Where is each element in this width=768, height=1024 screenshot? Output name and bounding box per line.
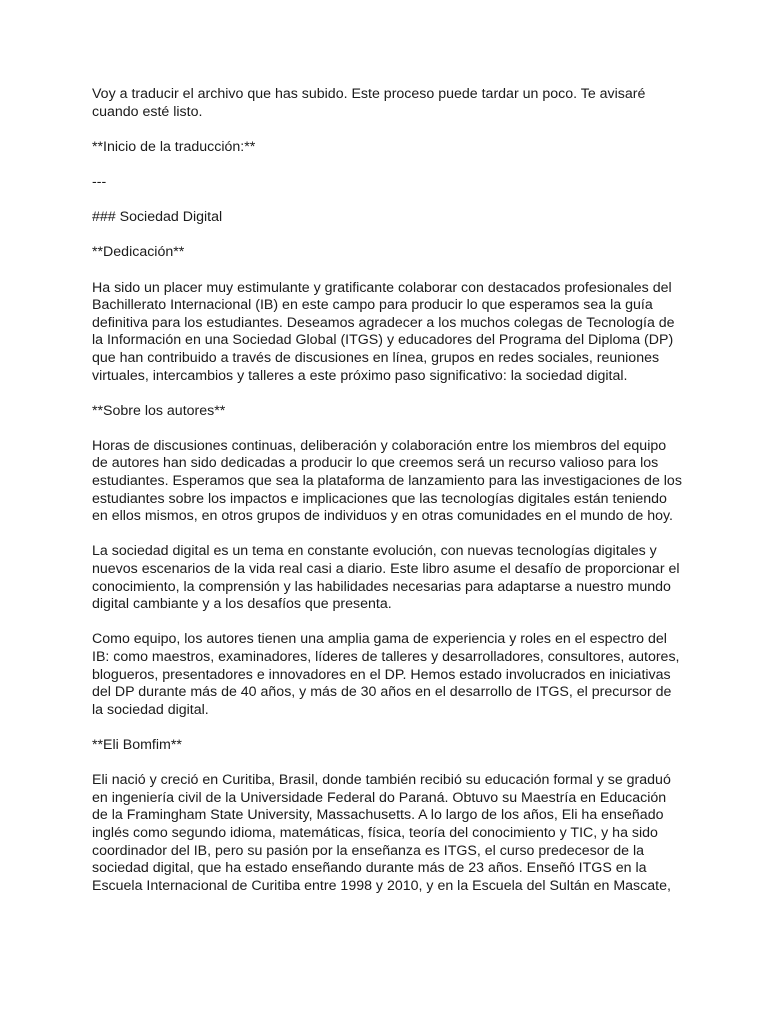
authors-paragraph-1: Horas de discusiones continuas, deliberación y colaboración entre los miembros del equipo de autores han sido dedicadas a producir lo que creemos será un recurso valioso para los estudiantes. Esperamos que sea la plataforma de lanzamiento para las investigaciones de los estudiantes sobre los impactos e implicaciones que las tecnologías digitales están teniendo en ellos mismos, en otros grupos de individuos y en otras comunidades en el mundo de hoy. — [92, 437, 682, 525]
authors-paragraph-3: Como equipo, los autores tienen una amplia gama de experiencia y roles en el espectro del IB: como maestros, examinadores, líderes de talleres y desarrolladores, consultores, autores, blogueros, presentadores e innovadores en el DP. Hemos estado involucrados en iniciativas del DP durante más de 40 años, y más de 30 años en el desarrollo de ITGS, el precursor de la sociedad digital. — [92, 631, 680, 718]
authors-paragraph-2: La sociedad digital es un tema en constante evolución, con nuevas tecnologías digitales y nuevos escenarios de la vida real casi a diario. Este libro asume el desafío de proporcionar el conocimiento, la comprensión y las habilidades necesarias para adaptarse a nuestro mundo digital cambiante y a los desafíos que presenta. — [92, 543, 680, 613]
document-page — [92, 86, 682, 913]
authors-heading: **Sobre los autores** — [92, 402, 226, 419]
dedication-heading: **Dedicación** — [92, 244, 185, 261]
intro-paragraph: Voy a traducir el archivo que has subido. Este proceso puede tardar un poco. Te avisaré cuando esté listo. — [92, 86, 646, 120]
dedication-paragraph: Ha sido un placer muy estimulante y gratificante colaborar con destacados profesionales del Bachillerato Internacional (IB) en este campo para producir lo que esperamos sea la guía definitiva para los estudiantes. Deseamos agradecer a los muchos colegas de Tecnología de la Información en una Sociedad Global (ITGS) y educadores del Programa del Diploma (DP) que han contribuido a través de discusiones en línea, grupos en redes sociales, reuniones virtuales, intercambios y talleres a este próximo paso significativo: la sociedad digital. — [92, 279, 675, 384]
document-heading: ### Sociedad Digital — [92, 209, 223, 226]
separator-line: --- — [92, 173, 107, 190]
eli-heading: **Eli Bomfim** — [92, 736, 182, 753]
translation-start-label: **Inicio de la traducción:** — [92, 138, 256, 155]
eli-paragraph: Eli nació y creció en Curitiba, Brasil, donde también recibió su educación formal y se graduó en ingeniería civil de la Universidade Federal do Paraná. Obtuvo su Maestría en Educación de la Framingham State University, Massachusetts. A lo largo de los años, Eli ha enseñado inglés como segundo idioma, matemáticas, física, teoría del conocimiento y TIC, y ha sido coordinador del IB, pero su pasión por la enseñanza es ITGS, el curso predecesor de la sociedad digital, que ha estado enseñando durante más de 23 años. Enseñó ITGS en la Escuela Internacional de Curitiba entre 1998 y 2010, y en la Escuela del Sultán en Mascate, — [92, 772, 671, 894]
